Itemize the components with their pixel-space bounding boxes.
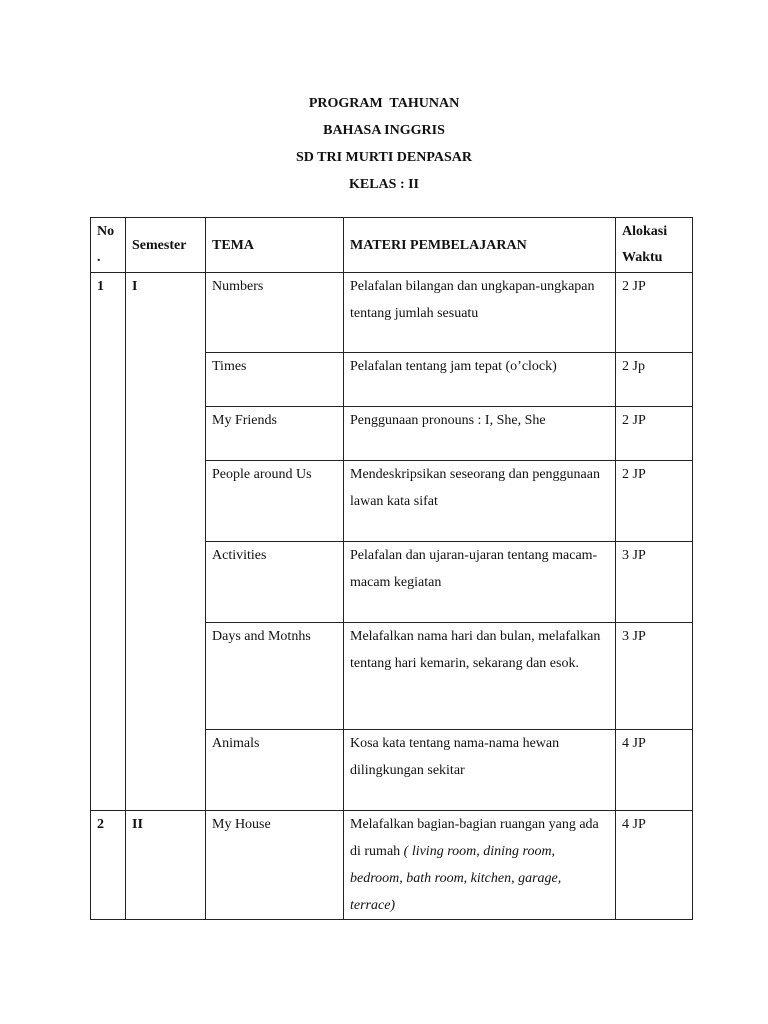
materi-cell: Melafalkan nama hari dan bulan, melafalkan tentang hari kemarin, sekarang dan esok. [344,623,616,730]
tema-cell: Numbers [206,273,344,353]
alokasi-cell: 3 JP [616,623,693,730]
title-line-class: KELAS : II [348,177,420,192]
materi-cell: Pelafalan bilangan dan ungkapan-ungkapan tentang jumlah sesuatu [344,273,616,353]
alokasi-cell: 4 JP [616,730,693,811]
header-tema: TEMA [206,218,344,273]
alokasi-cell: 2 JP [616,273,693,353]
title-line-school: SD TRI MURTI DENPASAR [296,150,472,165]
tema-cell: Animals [206,730,344,811]
alokasi-cell: 2 JP [616,407,693,461]
annual-program-table [90,217,693,920]
materi-cell: Mendeskripsikan seseorang dan penggunaan lawan kata sifat [344,461,616,542]
title-line-program: PROGRAM TAHUNAN [308,96,460,111]
document-title-block [0,90,768,198]
semester-cell: I [126,273,206,811]
tema-cell: My Friends [206,407,344,461]
header-materi: MATERI PEMBELAJARAN [344,218,616,273]
tema-cell: People around Us [206,461,344,542]
tema-cell: Times [206,353,344,407]
materi-examples: ( living room, dining room, bedroom, bath room, kitchen, garage, terrace) [350,844,562,913]
tema-cell: Activities [206,542,344,623]
alokasi-cell: 2 Jp [616,353,693,407]
row-number-cell: 2 [91,811,126,920]
table-row [91,811,693,920]
table-header-row [91,218,693,273]
materi-cell: Kosa kata tentang nama-nama hewan dilingkungan sekitar [344,730,616,811]
alokasi-cell: 2 JP [616,461,693,542]
materi-cell [344,811,616,920]
tema-cell: Days and Motnhs [206,623,344,730]
materi-cell: Pelafalan tentang jam tepat (o’clock) [344,353,616,407]
materi-cell: Penggunaan pronouns : I, She, She [344,407,616,461]
table-row [91,273,693,353]
materi-text: Melafalkan bagian-bagian ruangan yang ada di rumah [350,817,599,859]
header-alokasi: Alokasi Waktu [616,218,693,273]
header-no: No . [91,218,126,273]
row-number-cell: 1 [91,273,126,811]
alokasi-cell: 4 JP [616,811,693,920]
header-semester: Semester [126,218,206,273]
semester-cell: II [126,811,206,920]
materi-cell: Pelafalan dan ujaran-ujaran tentang macam-macam kegiatan [344,542,616,623]
tema-cell: My House [206,811,344,920]
alokasi-cell: 3 JP [616,542,693,623]
title-line-subject: BAHASA INGGRIS [323,123,445,138]
